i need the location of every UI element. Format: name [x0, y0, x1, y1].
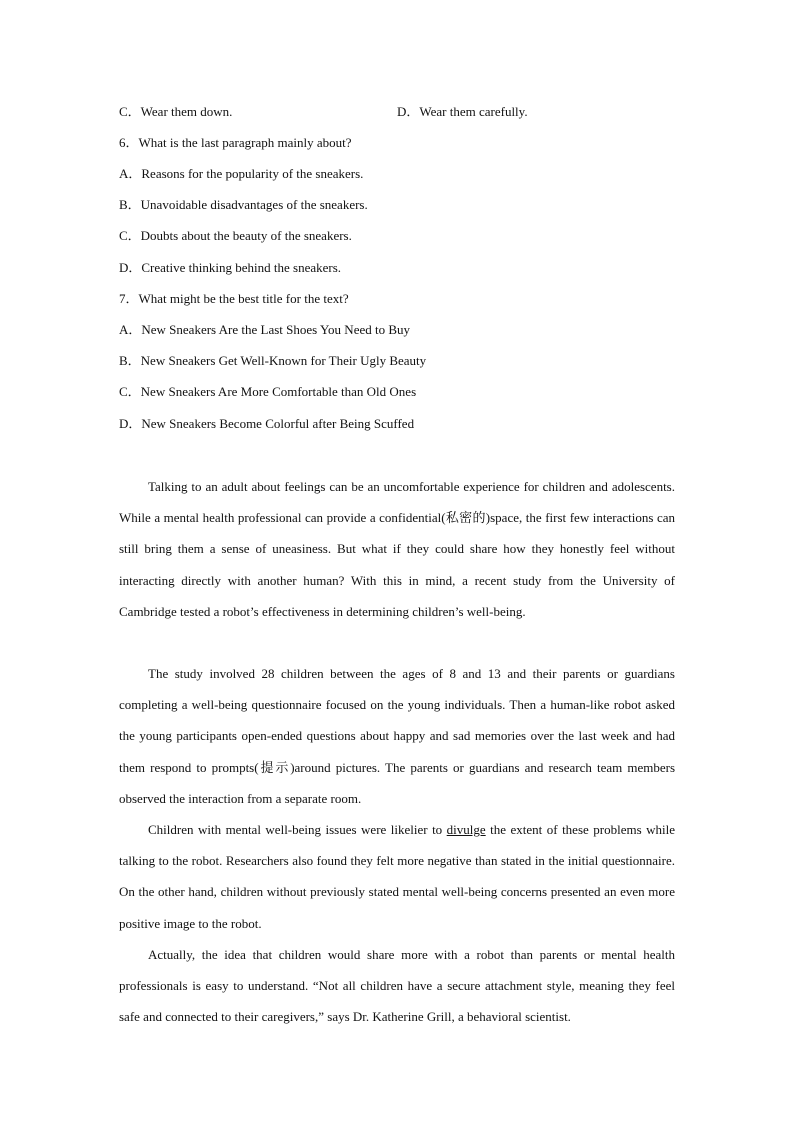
passage-paragraph-1: Talking to an adult about feelings can be an uncomfortable experience for children and adolescents. While a mental health professional can provide a confidential(私密的)space, the first few interactions can still bring them a sense of uneasiness. But what if they could share how they honestly feel without interacting directly with another human? With this in mind, a recent study from the University of Cambridge tested a robot’s effectiveness in determining children’s well-being.	[119, 479, 675, 619]
q6-option-c: C．Doubts about the beauty of the sneakers.	[119, 228, 352, 243]
q6-option-a: A．Reasons for the popularity of the sneakers.	[119, 166, 364, 181]
q6-option-d: D．Creative thinking behind the sneakers.	[119, 260, 342, 275]
q7-option-d: D．New Sneakers Become Colorful after Being Scuffed	[119, 416, 415, 431]
passage-paragraph-4: Actually, the idea that children would share more with a robot than parents or mental health professionals is easy to understand. “Not all children have a secure attachment style, meaning they feel safe and connected to their caregivers,” says Dr. Katherine Grill, a behavioral scientist.	[119, 947, 675, 1025]
q6-option-b: B．Unavoidable disadvantages of the sneakers.	[119, 197, 368, 212]
q7-option-a: A．New Sneakers Are the Last Shoes You Need to Buy	[119, 322, 411, 337]
passage-paragraph-2: The study involved 28 children between the ages of 8 and 13 and their parents or guardians completing a well-being questionnaire focused on the young individuals. Then a human-like robot asked the young participants open-ended questions about happy and sad memories over the last week and had them respond to prompts(提示)around pictures. The parents or guardians and research team members observed the interaction from a separate room.	[119, 666, 675, 806]
q7-stem: 7．What might be the best title for the text?	[119, 291, 349, 306]
paragraph-3-text-after: the extent of these problems while talking to the robot. Researchers also found they felt more negative than stated in the initial questionnaire. On the other hand, children without previously stated mental well-being concerns presented an even more positive image to the robot.	[119, 822, 676, 931]
q7-option-c: C．New Sneakers Are More Comfortable than Old Ones	[119, 384, 417, 399]
underlined-word-divulge: divulge	[446, 822, 486, 837]
q6-stem: 6．What is the last paragraph mainly about?	[119, 135, 352, 150]
q5-option-c: C．Wear them down.	[119, 104, 233, 119]
q5-option-d: D．Wear them carefully.	[397, 104, 528, 119]
q7-option-b: B．New Sneakers Get Well-Known for Their Ugly Beauty	[119, 353, 427, 368]
paragraph-3-text-before: Children with mental well-being issues were likelier to	[148, 822, 447, 837]
passage-paragraph-3	[119, 814, 675, 939]
